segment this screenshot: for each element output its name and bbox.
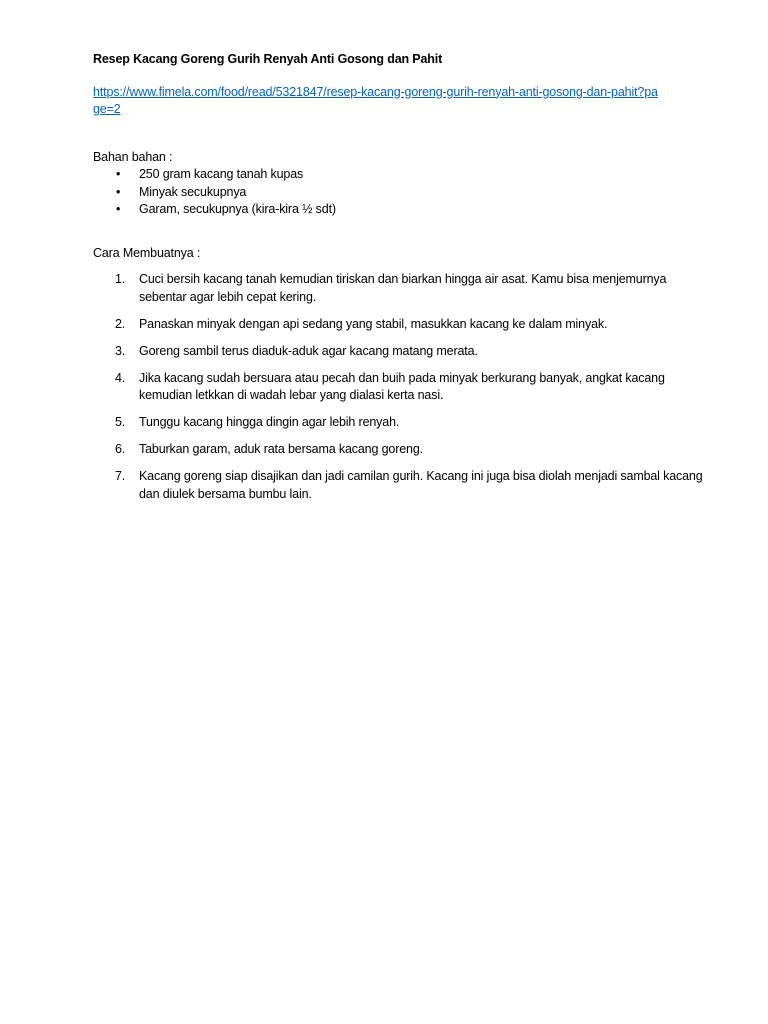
step-number: 6. (115, 442, 126, 456)
bullet-icon: • (116, 202, 121, 216)
step-number: 4. (115, 370, 126, 385)
document-title: Resep Kacang Goreng Gurih Renyah Anti Gosong dan Pahit (93, 52, 443, 66)
step-text: Cuci bersih kacang tanah kemudian tiriskan dan biarkan hingga air asat. Kamu bisa menjemurnya sebentar agar lebih cepat kering. (139, 272, 667, 304)
step-item (93, 468, 703, 503)
step-text: Jika kacang sudah bersuara atau pecah dan buih pada minyak berkurang banyak, angkat kacang kemudian letkkan di wadah lebar yang dialasi kerta nasi. (139, 370, 665, 402)
ingredient-item (93, 201, 708, 219)
step-item (93, 271, 703, 306)
step-text: Panaskan minyak dengan api sedang yang stabil, masukkan kacang ke dalam minyak. (139, 316, 608, 331)
step-text: Goreng sambil terus diaduk-aduk agar kacang matang merata. (139, 343, 478, 358)
step-item (93, 414, 703, 432)
bullet-icon: • (116, 184, 121, 199)
ingredients-heading: Bahan bahan : (93, 149, 173, 164)
ingredient-text: Garam, secukupnya (kira-kira ½ sdt) (139, 202, 336, 216)
steps-heading: Cara Membuatnya : (93, 245, 201, 260)
ingredients-list (93, 166, 708, 219)
ingredient-text: 250 gram kacang tanah kupas (139, 167, 304, 181)
step-item (93, 343, 703, 361)
step-number: 1. (115, 272, 126, 286)
step-number: 2. (115, 316, 126, 331)
ingredient-text: Minyak secukupnya (139, 184, 247, 199)
step-text: Kacang goreng siap disajikan dan jadi camilan gurih. Kacang ini juga bisa diolah menjadi sambal kacang dan diulek bersama bumbu lain. (139, 469, 703, 501)
step-text: Tunggu kacang hingga dingin agar lebih renyah. (139, 415, 400, 429)
steps-list (93, 271, 703, 503)
step-item (93, 370, 703, 405)
source-link[interactable]: https://www.fimela.com/food/read/5321847/resep-kacang-goreng-gurih-renyah-anti-gosong-dan-pahit?page=2 (93, 84, 658, 116)
bullet-icon: • (116, 167, 121, 181)
step-item (93, 316, 703, 334)
step-text: Taburkan garam, aduk rata bersama kacang goreng. (139, 442, 423, 456)
ingredient-item (93, 184, 708, 202)
ingredient-item (93, 166, 708, 184)
step-number: 5. (115, 415, 126, 429)
step-number: 7. (115, 469, 126, 483)
step-number: 3. (115, 343, 126, 358)
step-item (93, 441, 703, 459)
